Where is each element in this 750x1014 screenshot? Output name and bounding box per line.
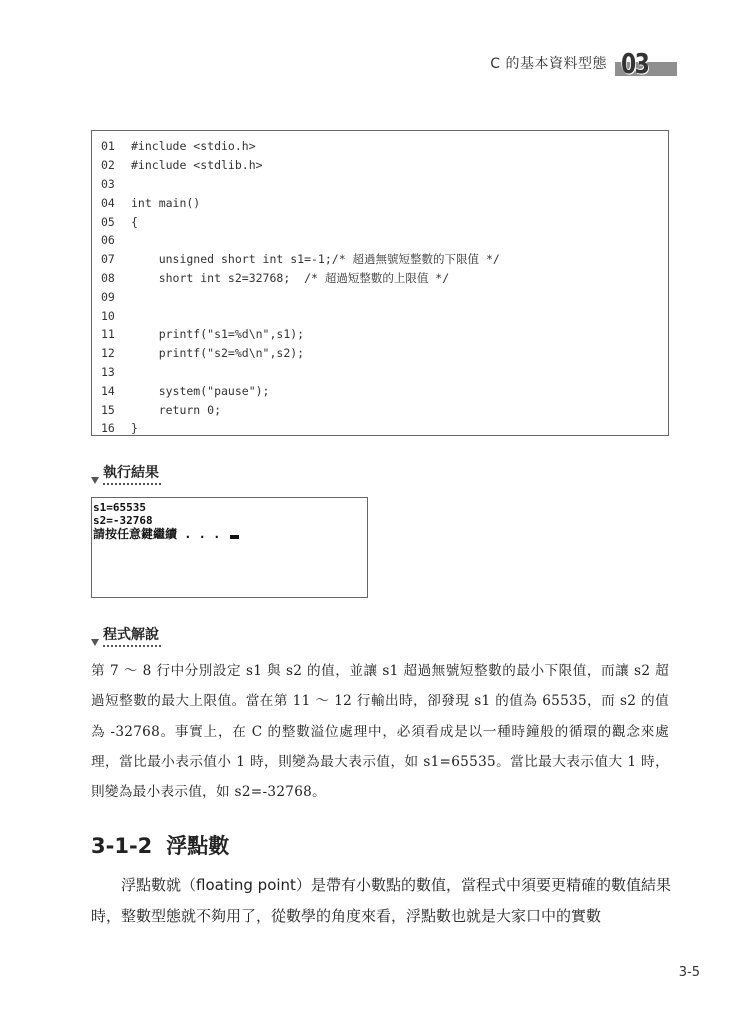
cursor-icon xyxy=(230,535,239,539)
triangle-bullet-icon xyxy=(91,477,99,484)
code-line xyxy=(92,269,668,288)
code-line xyxy=(92,306,668,325)
code-line xyxy=(92,287,668,306)
chapter-title: C 的基本資料型態 xyxy=(490,56,607,72)
console-line: s2=-32768 xyxy=(93,514,153,527)
code-line xyxy=(92,419,668,438)
code-line xyxy=(92,363,668,382)
code-line xyxy=(92,325,668,344)
output-section-label xyxy=(91,462,161,485)
line-code: #include <stdio.h> xyxy=(131,139,256,154)
code-line xyxy=(92,231,668,250)
line-number: 14 xyxy=(101,383,115,398)
line-number: 02 xyxy=(101,158,115,173)
code-line xyxy=(92,344,668,363)
line-number: 04 xyxy=(101,195,115,210)
line-number: 03 xyxy=(101,176,115,191)
code-line xyxy=(92,137,668,156)
section-title: 浮點數 xyxy=(166,834,230,858)
triangle-bullet-icon xyxy=(91,639,99,646)
line-number: 10 xyxy=(101,308,115,323)
section-number: 3-1-2 xyxy=(91,834,153,858)
line-number: 07 xyxy=(101,252,115,267)
line-code: { xyxy=(131,214,138,229)
line-number: 16 xyxy=(101,421,115,436)
line-number: 11 xyxy=(101,327,115,342)
line-number: 09 xyxy=(101,289,115,304)
console-line: s1=65535 xyxy=(93,501,146,514)
line-code: } xyxy=(131,421,138,436)
line-code: return 0; xyxy=(131,402,222,417)
page-header xyxy=(490,47,677,80)
line-code: int main() xyxy=(131,195,201,210)
line-code: system("pause"); xyxy=(131,383,270,398)
code-line xyxy=(92,400,668,419)
line-number: 15 xyxy=(101,402,115,417)
line-number: 01 xyxy=(101,139,115,154)
code-line xyxy=(92,381,668,400)
line-code: #include <stdlib.h> xyxy=(131,158,263,173)
line-number: 13 xyxy=(101,364,115,379)
code-line xyxy=(92,212,668,231)
line-number: 08 xyxy=(101,270,115,285)
output-label-text: 執行結果 xyxy=(103,462,161,485)
line-number: 05 xyxy=(101,214,115,229)
code-line xyxy=(92,175,668,194)
console-prompt: 請按任意鍵繼續 . . . xyxy=(93,527,228,541)
line-code: unsigned short int s1=-1;/* 超過無號短整數的下限值 */ xyxy=(131,252,500,267)
line-code: printf("s2=%d\n",s2); xyxy=(131,346,305,361)
section-heading xyxy=(91,830,229,860)
chapter-number: 03 xyxy=(621,47,649,80)
console-prompt-line xyxy=(93,527,367,542)
page-number: 3-5 xyxy=(678,965,700,980)
explanation-label-text: 程式解說 xyxy=(103,624,161,647)
body-paragraph xyxy=(91,870,671,932)
code-line xyxy=(92,193,668,212)
chapter-badge xyxy=(615,47,677,80)
code-line xyxy=(92,250,668,269)
code-listing xyxy=(91,130,669,436)
explanation-text: 第 7 ～ 8 行中分別設定 s1 與 s2 的值，並讓 s1 超過無號短整數的最小下限值，而讓 s2 超過短整數的最大上限值。當在第 11 ～ 12 行輸出時，卻發現 s1 的值為 65535，而 s2 的值為 -32768。事實上，在 C 的整數溢位處理中，必須看成是以一種時鐘般的循環的觀念來處理，當比最小表示值小 1 時，則變為最大表示值，如 s1=65535。當比最大表示值大 1 時，則變為最小表示值，如 s2=-32768。 xyxy=(91,663,669,801)
explanation-section-label xyxy=(91,624,161,647)
line-number: 12 xyxy=(101,346,115,361)
line-number: 06 xyxy=(101,233,115,248)
code-line xyxy=(92,156,668,175)
console-output xyxy=(91,497,368,598)
line-code: short int s2=32768; /* 超過短整數的上限值 */ xyxy=(131,270,450,285)
line-code: printf("s1=%d\n",s1); xyxy=(131,327,305,342)
explanation-paragraph xyxy=(91,656,669,807)
body-text: 浮點數就（floating point）是帶有小數點的數值，當程式中須要更精確的數值結果時，整數型態就不夠用了，從數學的角度來看，浮點數也就是大家口中的實數 xyxy=(91,876,671,925)
